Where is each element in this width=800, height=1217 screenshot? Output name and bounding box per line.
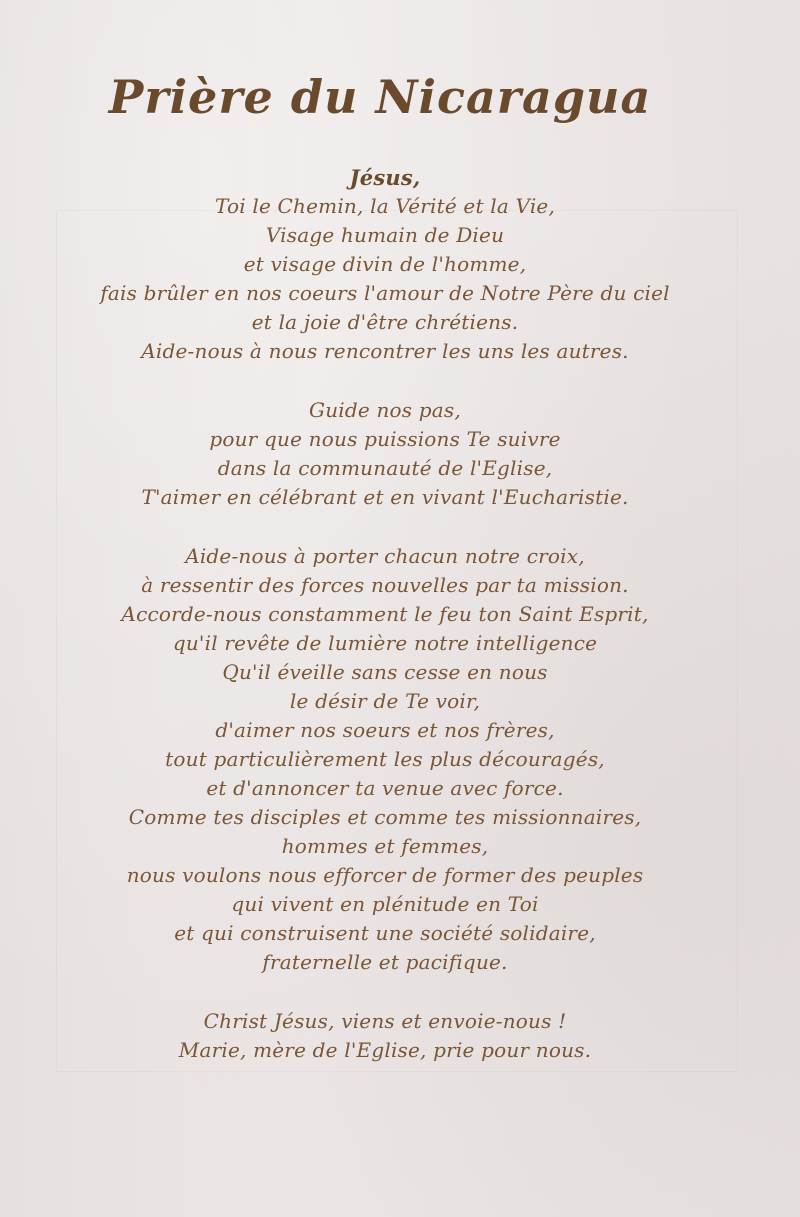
prayer-line: Jésus, [349, 165, 421, 190]
prayer-line: le désir de Te voir, [289, 689, 481, 713]
prayer-line: Accorde-nous constamment le feu ton Saint Esprit, [121, 602, 649, 626]
prayer-line: Christ Jésus, viens et envoie-nous ! [203, 1009, 567, 1033]
prayer-line: et visage divin de l'homme, [243, 252, 527, 276]
prayer-line: à ressentir des forces nouvelles par ta mission. [141, 573, 629, 597]
prayer-line: fraternelle et pacifique. [262, 950, 508, 974]
prayer-line: et la joie d'être chrétiens. [251, 310, 519, 334]
prayer-line: pour que nous puissions Te suivre [209, 427, 561, 451]
prayer-line: Marie, mère de l'Eglise, prie pour nous. [178, 1038, 592, 1062]
prayer-line: T'aimer en célébrant et en vivant l'Eucharistie. [141, 485, 629, 509]
prayer-line: qu'il revête de lumière notre intelligence [172, 631, 598, 655]
prayer-line: hommes et femmes, [281, 834, 489, 858]
prayer-line: d'aimer nos soeurs et nos frères, [215, 718, 555, 742]
prayer-line: Visage humain de Dieu [265, 223, 505, 247]
stanza-1 [60, 163, 710, 366]
prayer-line: et d'annoncer ta venue avec force. [206, 776, 564, 800]
prayer-line: tout particulièrement les plus découragés, [165, 747, 605, 771]
prayer-line: qui vivent en plénitude en Toi [231, 892, 539, 916]
stanza-4 [60, 1007, 710, 1065]
prayer-text [60, 163, 710, 1065]
prayer-line: Aide-nous à porter chacun notre croix, [185, 544, 585, 568]
prayer-title: Prière du Nicaragua [108, 70, 652, 124]
stanza-2 [60, 396, 710, 512]
prayer-line: dans la communauté de l'Eglise, [217, 456, 553, 480]
prayer-line: et qui construisent une société solidaire, [174, 921, 596, 945]
prayer-line: fais brûler en nos coeurs l'amour de Notre Père du ciel [100, 281, 670, 305]
stanza-3 [60, 542, 710, 977]
prayer-line: Comme tes disciples et comme tes missionnaires, [128, 805, 642, 829]
prayer-line: Aide-nous à nous rencontrer les uns les autres. [141, 339, 629, 363]
prayer-line: Qu'il éveille sans cesse en nous [222, 660, 548, 684]
prayer-line: nous voulons nous efforcer de former des peuples [126, 863, 644, 887]
prayer-line: Guide nos pas, [309, 398, 461, 422]
prayer-line: Toi le Chemin, la Vérité et la Vie, [214, 194, 556, 218]
